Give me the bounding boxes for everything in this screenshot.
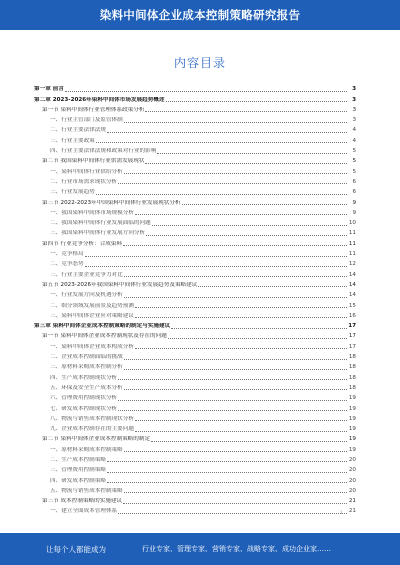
page-footer (0, 533, 400, 565)
toc-entry-page: 18 (348, 354, 356, 361)
toc-dot-leader (118, 400, 347, 401)
toc-entry[interactable] (34, 258, 356, 268)
toc-entry-title: 第四节 行业竞争分析：合成染料 (42, 240, 123, 247)
toc-dot-leader (124, 122, 347, 123)
toc-entry-title: 二、企业成本控制面临的挑战 (50, 354, 123, 361)
toc-entry-title: 三、染料中间体企业应对策略建议 (50, 312, 134, 319)
toc-entry-page: 4 (352, 127, 356, 134)
toc-entry-page: 6 (352, 178, 356, 185)
toc-entry-page: 12 (348, 261, 356, 268)
toc-entry-title: 一、我国染料中间体市场规模分析 (50, 209, 134, 216)
footer-slogan: 让每个人都能成为 (46, 544, 106, 554)
toc-entry-title: 三、管理费用控制策略 (50, 467, 106, 474)
toc-dot-leader (85, 256, 347, 257)
toc-entry-page: 16 (348, 312, 356, 319)
toc-entry-page: 20 (348, 467, 356, 474)
toc-entry-title: 二、竞争态势 (50, 261, 84, 268)
toc-entry-page: 6 (352, 189, 356, 196)
toc-entry-page: 11 (348, 230, 356, 237)
toc-entry[interactable] (34, 382, 356, 392)
toc-entry[interactable] (34, 165, 356, 175)
toc-entry-title: 四、生产成本控制现状分析 (50, 374, 118, 381)
toc-entry[interactable] (34, 237, 356, 247)
toc-entry-title: 第二章 2023-2026年染料中间体市场发展趋势概述 (34, 96, 165, 103)
toc-entry-page: 18 (348, 384, 356, 391)
toc-entry-page: 10 (348, 220, 356, 227)
toc-entry-page: 19 (348, 426, 356, 433)
footer-tagline: 行业专家、管理专家、营销专家、战略专家、成功企业家…… (142, 545, 331, 553)
toc-entry-title: 第一节 染料中间体行业管理体系政策分析 (42, 106, 145, 113)
toc-dot-leader (118, 183, 347, 184)
toc-entry[interactable] (34, 217, 356, 227)
toc-dot-leader (123, 245, 347, 246)
toc-heading: 内容目录 (173, 56, 226, 70)
toc-entry-title: 一、原材料采购成本控制策略 (50, 446, 123, 453)
toc-dot-leader (65, 91, 347, 92)
toc-entry[interactable] (34, 351, 356, 361)
toc-entry-title: 第三节 2022-2023年中国染料中间体行业发展现状分析 (42, 199, 181, 206)
toc-dot-leader (171, 328, 347, 329)
toc-entry-title: 三、行业主要政策 (50, 137, 95, 144)
toc-entry-title: 七、研发成本控制现状分析 (50, 405, 118, 412)
toc-entry-title: 第二节 我国染料中间体行业供需发展现状 (42, 158, 145, 165)
toc-entry-title: 三、行业主要企业竞争力对比 (50, 271, 123, 278)
toc-dot-leader (118, 513, 347, 514)
toc-dot-leader (118, 410, 347, 411)
toc-dot-leader (124, 389, 347, 390)
toc-entry-page: 3 (352, 86, 356, 93)
toc-dot-leader (168, 338, 347, 339)
toc-entry-page: 20 (348, 477, 356, 484)
toc-entry-title: 五、物流与销售成本控制策略 (50, 487, 123, 494)
toc-entry-page: 17 (348, 333, 356, 340)
toc-entry-title: 六、管理费用控制现状分析 (50, 395, 118, 402)
toc-entry-title: 四、行业主要法律法规和政策对行业的影响 (50, 148, 157, 155)
toc-entry-title: 五、环保及安全生产成本分析 (50, 384, 123, 391)
toc-entry[interactable] (34, 413, 356, 423)
toc-entry-title: 第五节 2023-2026年我国染料中间体行业发展趋势及策略建议 (42, 281, 198, 288)
toc-entry[interactable] (34, 248, 356, 258)
toc-entry[interactable] (34, 454, 356, 464)
toc-dot-leader (96, 194, 347, 195)
toc-dot-leader (124, 369, 347, 370)
toc-entry[interactable] (34, 464, 356, 474)
toc-entry-title: 三、行业发展趋势 (50, 189, 95, 196)
toc-entry[interactable] (34, 114, 356, 124)
toc-dot-leader (124, 297, 347, 298)
toc-entry-page: 5 (352, 148, 356, 155)
toc-entry-title: 二、行业主要法律法规 (50, 127, 106, 134)
toc-entry-page: 21 (348, 508, 356, 515)
toc-entry-title: 一、建立全面成本管理体系 (50, 508, 118, 515)
toc-dot-leader (107, 461, 347, 462)
toc-entry-title: 三、我国染料中间体行业发展方向分析 (50, 230, 146, 237)
page-number: 1 (340, 510, 343, 515)
toc-entry-page: 18 (348, 374, 356, 381)
toc-entry-title: 二、细分领域发展前景及趋势预测 (50, 302, 134, 309)
toc-entry-page: 20 (348, 487, 356, 494)
toc-entry[interactable] (34, 392, 356, 402)
toc-entry[interactable] (34, 289, 356, 299)
toc-entry[interactable] (34, 371, 356, 381)
toc-entry-title: 第二节 染料中间体企业成本控制策略的制定 (42, 436, 151, 443)
toc-entry[interactable] (34, 155, 356, 165)
toc-entry-title: 一、竞争格局 (50, 251, 84, 258)
toc-entry[interactable] (34, 93, 356, 103)
toc-entry[interactable] (34, 320, 356, 330)
page-header (0, 0, 400, 30)
toc-entry-page: 18 (348, 364, 356, 371)
toc-entry[interactable] (34, 83, 356, 93)
toc-entry[interactable] (34, 134, 356, 144)
toc-entry-title: 二、生产成本控制策略 (50, 456, 106, 463)
toc-entry[interactable] (34, 361, 356, 371)
toc-entry-title: 二、我国染料中间体行业发展面临的问题 (50, 220, 151, 227)
toc-entry-title: 四、研发成本控制策略 (50, 477, 106, 484)
toc-dot-leader (151, 441, 347, 442)
toc-entry[interactable] (34, 145, 356, 155)
toc-entry-title: 九、企业成本控制存在的主要问题 (50, 426, 134, 433)
toc-dot-leader (124, 451, 347, 452)
toc-dot-leader (157, 153, 347, 154)
toc-dot-leader (107, 472, 347, 473)
toc-dot-leader (96, 142, 347, 143)
toc-dot-leader (135, 420, 347, 421)
toc-dot-leader (145, 111, 347, 112)
toc-entry[interactable] (34, 124, 356, 134)
toc-dot-leader (124, 359, 347, 360)
toc-entry[interactable] (34, 330, 356, 340)
toc-dot-leader (124, 173, 347, 174)
toc-entry-title: 一、行业发展方向及机遇分析 (50, 292, 123, 299)
toc-entry-page: 19 (348, 415, 356, 422)
toc-entry[interactable] (34, 279, 356, 289)
report-title: 染料中间体企业成本控制策略研究报告 (99, 8, 301, 22)
toc-dot-leader (135, 214, 347, 215)
toc-entry[interactable] (34, 495, 356, 505)
toc-entry-page: 17 (348, 343, 356, 350)
toc-entry-title: 一、染料中间体行业供给分析 (50, 168, 123, 175)
toc-dot-leader (118, 379, 347, 380)
toc-entry-page: 19 (348, 436, 356, 443)
toc-dot-leader (198, 286, 347, 287)
toc-entry-page: 15 (348, 302, 356, 309)
toc-dot-leader (135, 348, 347, 349)
toc-entry-page: 21 (348, 498, 356, 505)
toc-entry[interactable] (34, 104, 356, 114)
toc-entry[interactable] (34, 433, 356, 443)
toc-entry-page: 20 (348, 456, 356, 463)
toc-dot-leader (182, 204, 347, 205)
toc-dot-leader (107, 132, 347, 133)
toc-entry[interactable] (34, 268, 356, 278)
toc-entry-page: 14 (348, 271, 356, 278)
toc-dot-leader (146, 235, 347, 236)
toc-entry-page: 3 (352, 106, 356, 113)
toc-entry[interactable] (34, 207, 356, 217)
toc-entry-page: 5 (352, 168, 356, 175)
toc-entry-page: 9 (352, 209, 356, 216)
toc-entry-page: 4 (352, 137, 356, 144)
toc-dot-leader (124, 492, 347, 493)
toc-entry-page: 11 (348, 251, 356, 258)
toc-entry[interactable] (34, 227, 356, 237)
toc-dot-leader (107, 482, 347, 483)
toc-entry-page: 19 (348, 395, 356, 402)
toc-entry-title: 第三章 染料中间体企业成本控制策略的制定与实施建议 (34, 323, 171, 330)
toc-entry-title: 三、原材料采购成本控制分析 (50, 364, 123, 371)
toc-dot-leader (123, 503, 347, 504)
toc-entry-title: 第一章 前言 (34, 86, 64, 93)
table-of-contents (34, 83, 356, 515)
toc-entry[interactable] (34, 402, 356, 412)
toc-entry-page: 9 (352, 199, 356, 206)
toc-entry-title: 第三节 成本控制策略的实施建议 (42, 498, 123, 505)
toc-entry[interactable] (34, 196, 356, 206)
toc-dot-leader (135, 307, 347, 308)
toc-entry[interactable] (34, 474, 356, 484)
toc-dot-leader (135, 317, 347, 318)
toc-entry[interactable] (34, 299, 356, 309)
toc-entry-page: 19 (348, 446, 356, 453)
toc-entry[interactable] (34, 485, 356, 495)
toc-entry-title: 八、物流与销售成本控制现状分析 (50, 415, 134, 422)
toc-dot-leader (152, 225, 347, 226)
toc-dot-leader (135, 431, 347, 432)
toc-entry-page: 5 (352, 158, 356, 165)
toc-entry-page: 11 (348, 240, 356, 247)
toc-entry[interactable] (34, 186, 356, 196)
toc-entry-page: 14 (348, 281, 356, 288)
toc-entry-page: 19 (348, 405, 356, 412)
toc-entry[interactable] (34, 310, 356, 320)
toc-entry-page: 14 (348, 292, 356, 299)
toc-entry-title: 一、染料中间体企业成本构成分析 (50, 343, 134, 350)
toc-entry[interactable] (34, 340, 356, 350)
toc-entry-title: 第一节 染料中间体企业成本控制现状及存在的问题 (42, 333, 167, 340)
toc-entry[interactable] (34, 423, 356, 433)
toc-dot-leader (166, 101, 347, 102)
toc-entry-title: 一、行业主管部门及监管体制 (50, 117, 123, 124)
toc-dot-leader (85, 266, 347, 267)
toc-entry-page: 3 (352, 96, 356, 103)
toc-entry-page: 17 (348, 323, 356, 330)
toc-entry-title: 二、行业市场需求现状分析 (50, 178, 118, 185)
toc-entry[interactable] (34, 505, 356, 515)
toc-entry[interactable] (34, 176, 356, 186)
toc-entry[interactable] (34, 443, 356, 453)
toc-dot-leader (124, 276, 347, 277)
toc-dot-leader (145, 163, 347, 164)
toc-entry-page: 3 (352, 117, 356, 124)
